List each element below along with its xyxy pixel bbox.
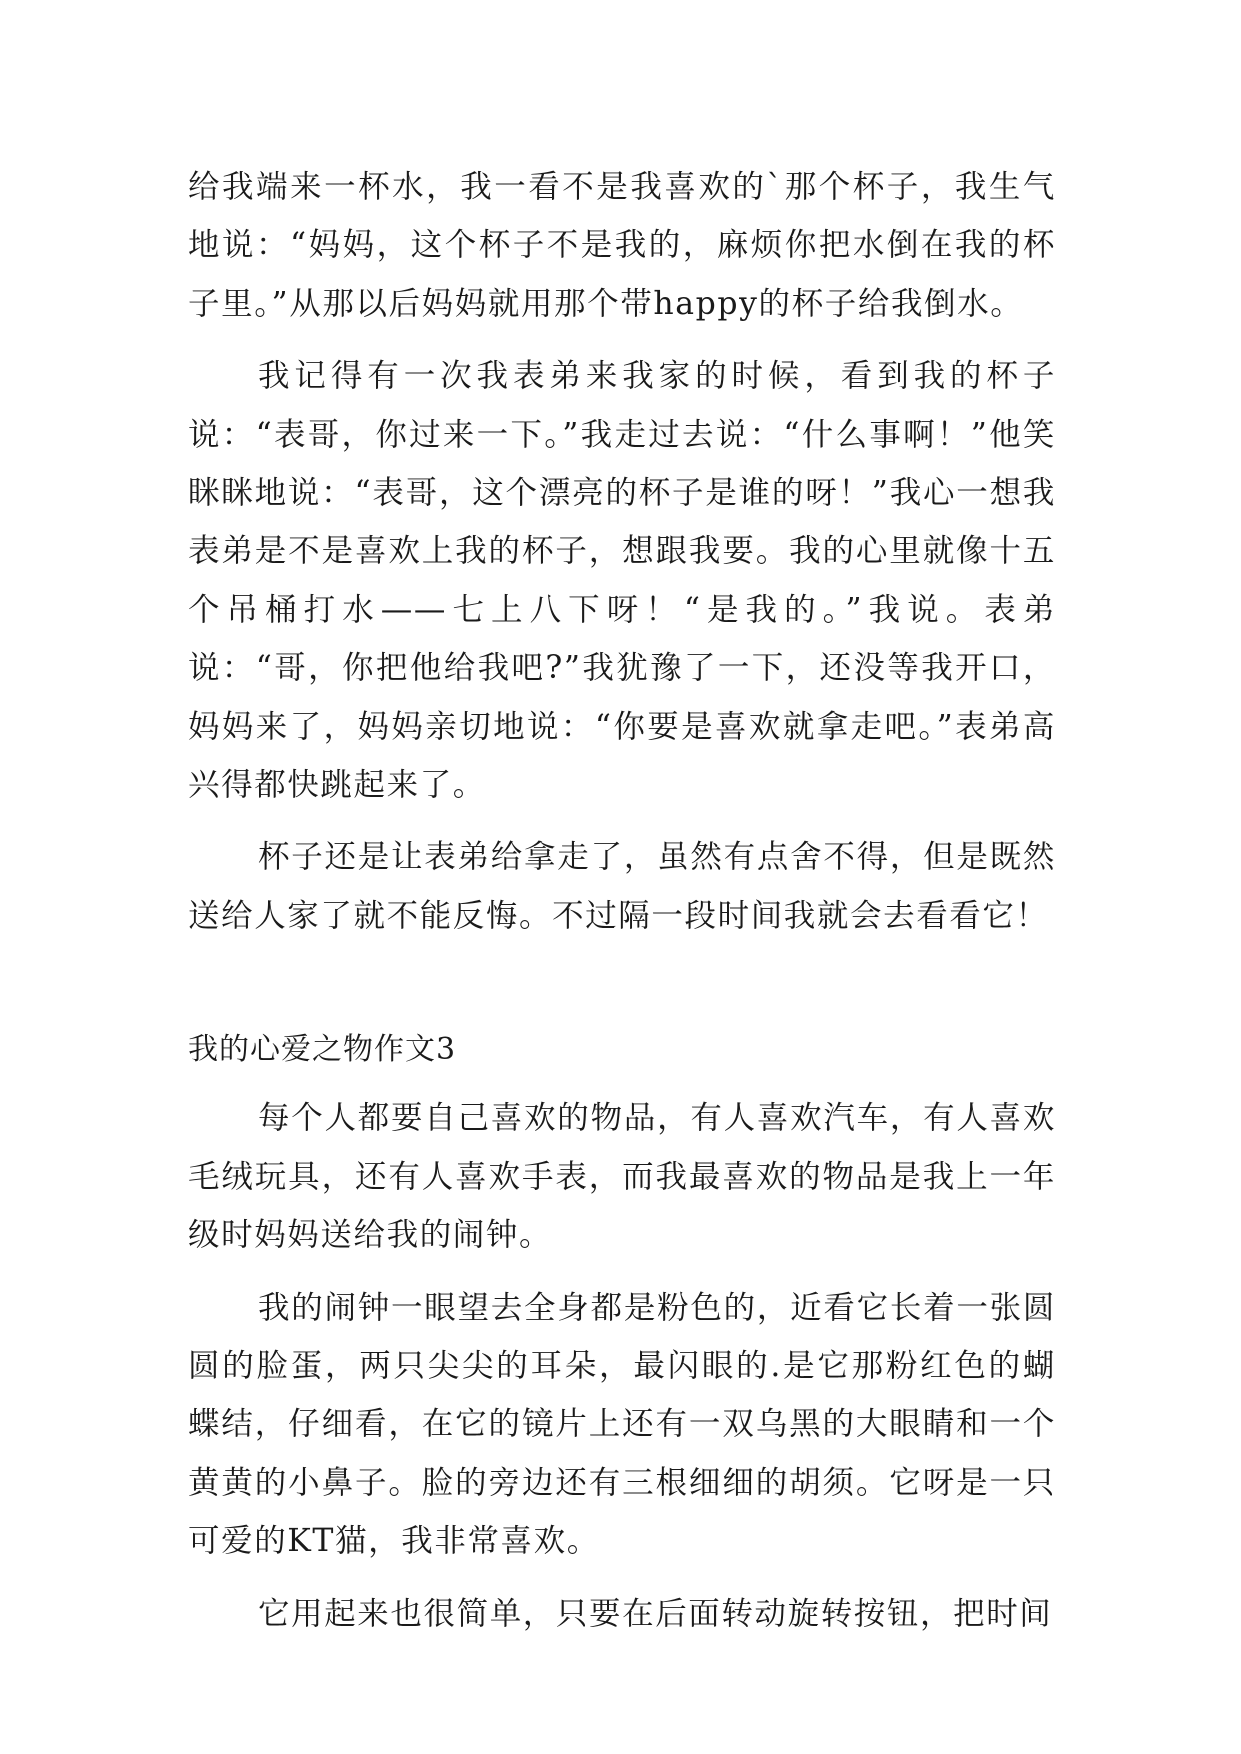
paragraph: 我记得有一次我表弟来我家的时候，看到我的杯子说：“表哥，你过来一下。”我走过去说：“什么事啊！”他笑眯眯地说：“表哥，这个漂亮的杯子是谁的呀！”我心一想我表弟是不是喜欢上我的杯子，想跟我要。我的心里就像十五个吊桶打水——七上八下呀！“是我的。”我说。表弟说：“哥，你把他给我吧?”我犹豫了一下，还没等我开口，妈妈来了，妈妈亲切地说：“你要是喜欢就拿走吧。”表弟高兴得都快跳起来了。	[188, 358, 1056, 804]
section-title: 我的心爱之物作文3	[188, 1032, 457, 1068]
paragraph: 它用起来也很简单，只要在后面转动旋转按钮，把时间	[258, 1595, 1053, 1632]
document-page	[188, 158, 1056, 1657]
paragraph: 我的闹钟一眼望去全身都是粉色的，近看它长着一张圆圆的脸蛋，两只尖尖的耳朵，最闪眼的.是它那粉红色的蝴蝶结，仔细看，在它的镜片上还有一双乌黑的大眼睛和一个黄黄的小鼻子。脸的旁边还有三根细细的胡须。它呀是一只可爱的KT猫，我非常喜欢。	[188, 1289, 1056, 1560]
paragraph: 杯子还是让表弟给拿走了，虽然有点舍不得，但是既然送给人家了就不能反悔。不过隔一段时间我就会去看看它！	[188, 839, 1056, 934]
paragraph: 每个人都要自己喜欢的物品，有人喜欢汽车，有人喜欢毛绒玩具，还有人喜欢手表，而我最喜欢的物品是我上一年级时妈妈送给我的闹钟。	[188, 1100, 1056, 1254]
paragraph: 给我端来一杯水，我一看不是我喜欢的`那个杯子，我生气地说：“妈妈，这个杯子不是我的，麻烦你把水倒在我的杯子里。”从那以后妈妈就用那个带happy的杯子给我倒水。	[188, 169, 1056, 322]
